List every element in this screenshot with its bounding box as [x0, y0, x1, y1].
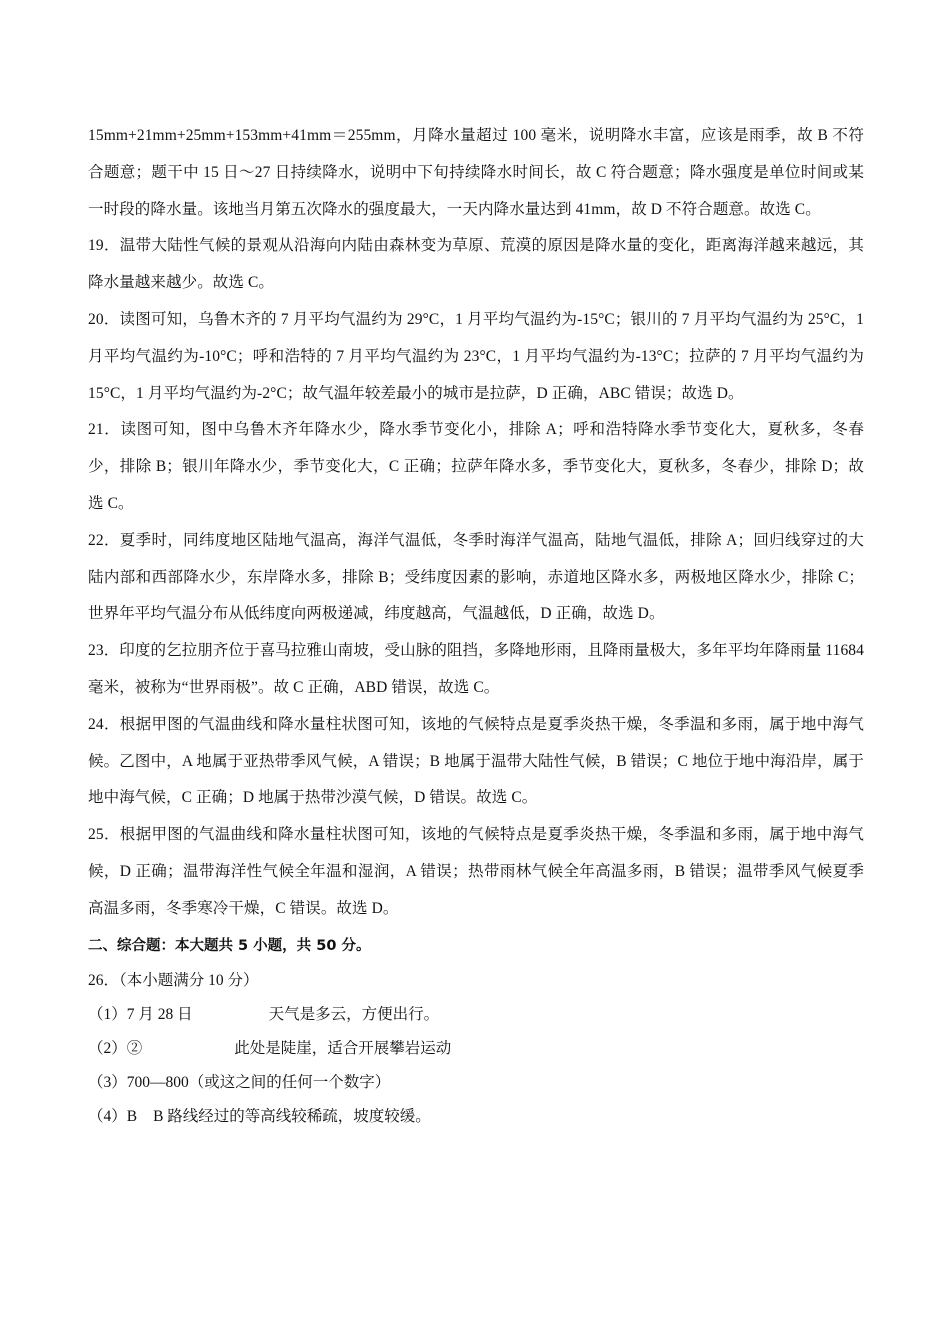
answer-26-4-label: （4）B	[88, 1107, 138, 1125]
answer-26-2-label: （2）②	[88, 1039, 143, 1057]
answer-26-4-text: B 路线经过的等高线较稀疏，坡度较缓。	[153, 1107, 431, 1125]
answer-26-2	[88, 1032, 864, 1066]
section-title: 二、综合题：本大题共 5 小题，共 50 分。	[88, 937, 371, 954]
answer-26-3	[88, 1066, 864, 1100]
answer-26-4	[88, 1100, 864, 1134]
paragraph-q20: 20．读图可知，乌鲁木齐的 7 月平均气温约为 29°C，1 月平均气温约为-15°C；银川的 7 月平均气温约为 25°C，1 月平均气温约为-10°C；呼和浩特的 7 月平均气温约为 23°C，1 月平均气温约为-13°C；拉萨的 7 月平均气温约为 15°C，1 月平均气温约为-2°C；故气温年较差最小的城市是拉萨，D 正确，ABC 错误；故选 D。	[88, 310, 864, 402]
paragraph-q24: 24．根据甲图的气温曲线和降水量柱状图可知，该地的气候特点是夏季炎热干燥，冬季温和多雨，属于地中海气候。乙图中，A 地属于亚热带季风气候，A 错误；B 地属于温带大陆性气候，B 错误；C 地位于地中海沿岸，属于地中海气候，C 正确；D 地属于热带沙漠气候，D 错误。故选 C。	[88, 715, 864, 807]
answer-26-1	[88, 998, 864, 1032]
paragraph-q23: 23．印度的乞拉朋齐位于喜马拉雅山南坡，受山脉的阻挡，多降地形雨，且降雨量极大，多年平均年降雨量 11684 毫米，被称为“世界雨极”。故 C 正确，ABD 错误，故选 C。	[88, 642, 864, 696]
question-26-header: 26．（本小题满分 10 分）	[88, 971, 259, 989]
answer-26-1-label: （1）7 月 28 日	[88, 1005, 193, 1023]
paragraph-q21: 21．读图可知，图中乌鲁木齐年降水少，降水季节变化小，排除 A；呼和浩特降水季节变化大，夏秋多，冬春少，排除 B；银川年降水少，季节变化大，C 正确；拉萨年降水多，季节变化大，夏秋多，冬春少，排除 D；故选 C。	[88, 421, 864, 512]
answer-26-2-text: 此处是陡崖，适合开展攀岩运动	[234, 1039, 452, 1057]
paragraph-q18-continued: 15mm+21mm+25mm+153mm+41mm＝255mm，月降水量超过 100 毫米，说明降水丰富，应该是雨季，故 B 不符合题意；题干中 15 日～27 日持续降水，说明中下旬持续降水时间长，故 C 符合题意；降水强度是单位时间或某一时段的降水量。该地当月第五次降水的强度最大，一天内降水量达到 41mm，故 D 不符合题意。故选 C。	[88, 127, 864, 218]
paragraph-q22: 22．夏季时，同纬度地区陆地气温高，海洋气温低，冬季时海洋气温高，陆地气温低，排除 A；回归线穿过的大陆内部和西部降水少，东岸降水多，排除 B；受纬度因素的影响，赤道地区降水多，两极地区降水少，排除 C；世界年平均气温分布从低纬度向两极递减，纬度越高，气温越低，D 正确，故选 D。	[88, 531, 864, 623]
paragraph-q19: 19．温带大陆性气候的景观从沿海向内陆由森林变为草原、荒漠的原因是降水量的变化，距离海洋越来越远，其降水量越来越少。故选 C。	[88, 237, 864, 292]
answer-26-3-label: （3）700—800（或这之间的任何一个数字）	[88, 1073, 391, 1091]
answer-content	[88, 118, 864, 1134]
paragraph-q25: 25．根据甲图的气温曲线和降水量柱状图可知，该地的气候特点是夏季炎热干燥，冬季温和多雨，属于地中海气候，D 正确；温带海洋性气候全年温和湿润，A 错误；热带雨林气候全年高温多雨，B 错误；温带季风气候夏季高温多雨，冬季寒冷干燥，C 错误。故选 D。	[88, 826, 864, 917]
answer-26-1-text: 天气是多云，方便出行。	[268, 1005, 440, 1023]
